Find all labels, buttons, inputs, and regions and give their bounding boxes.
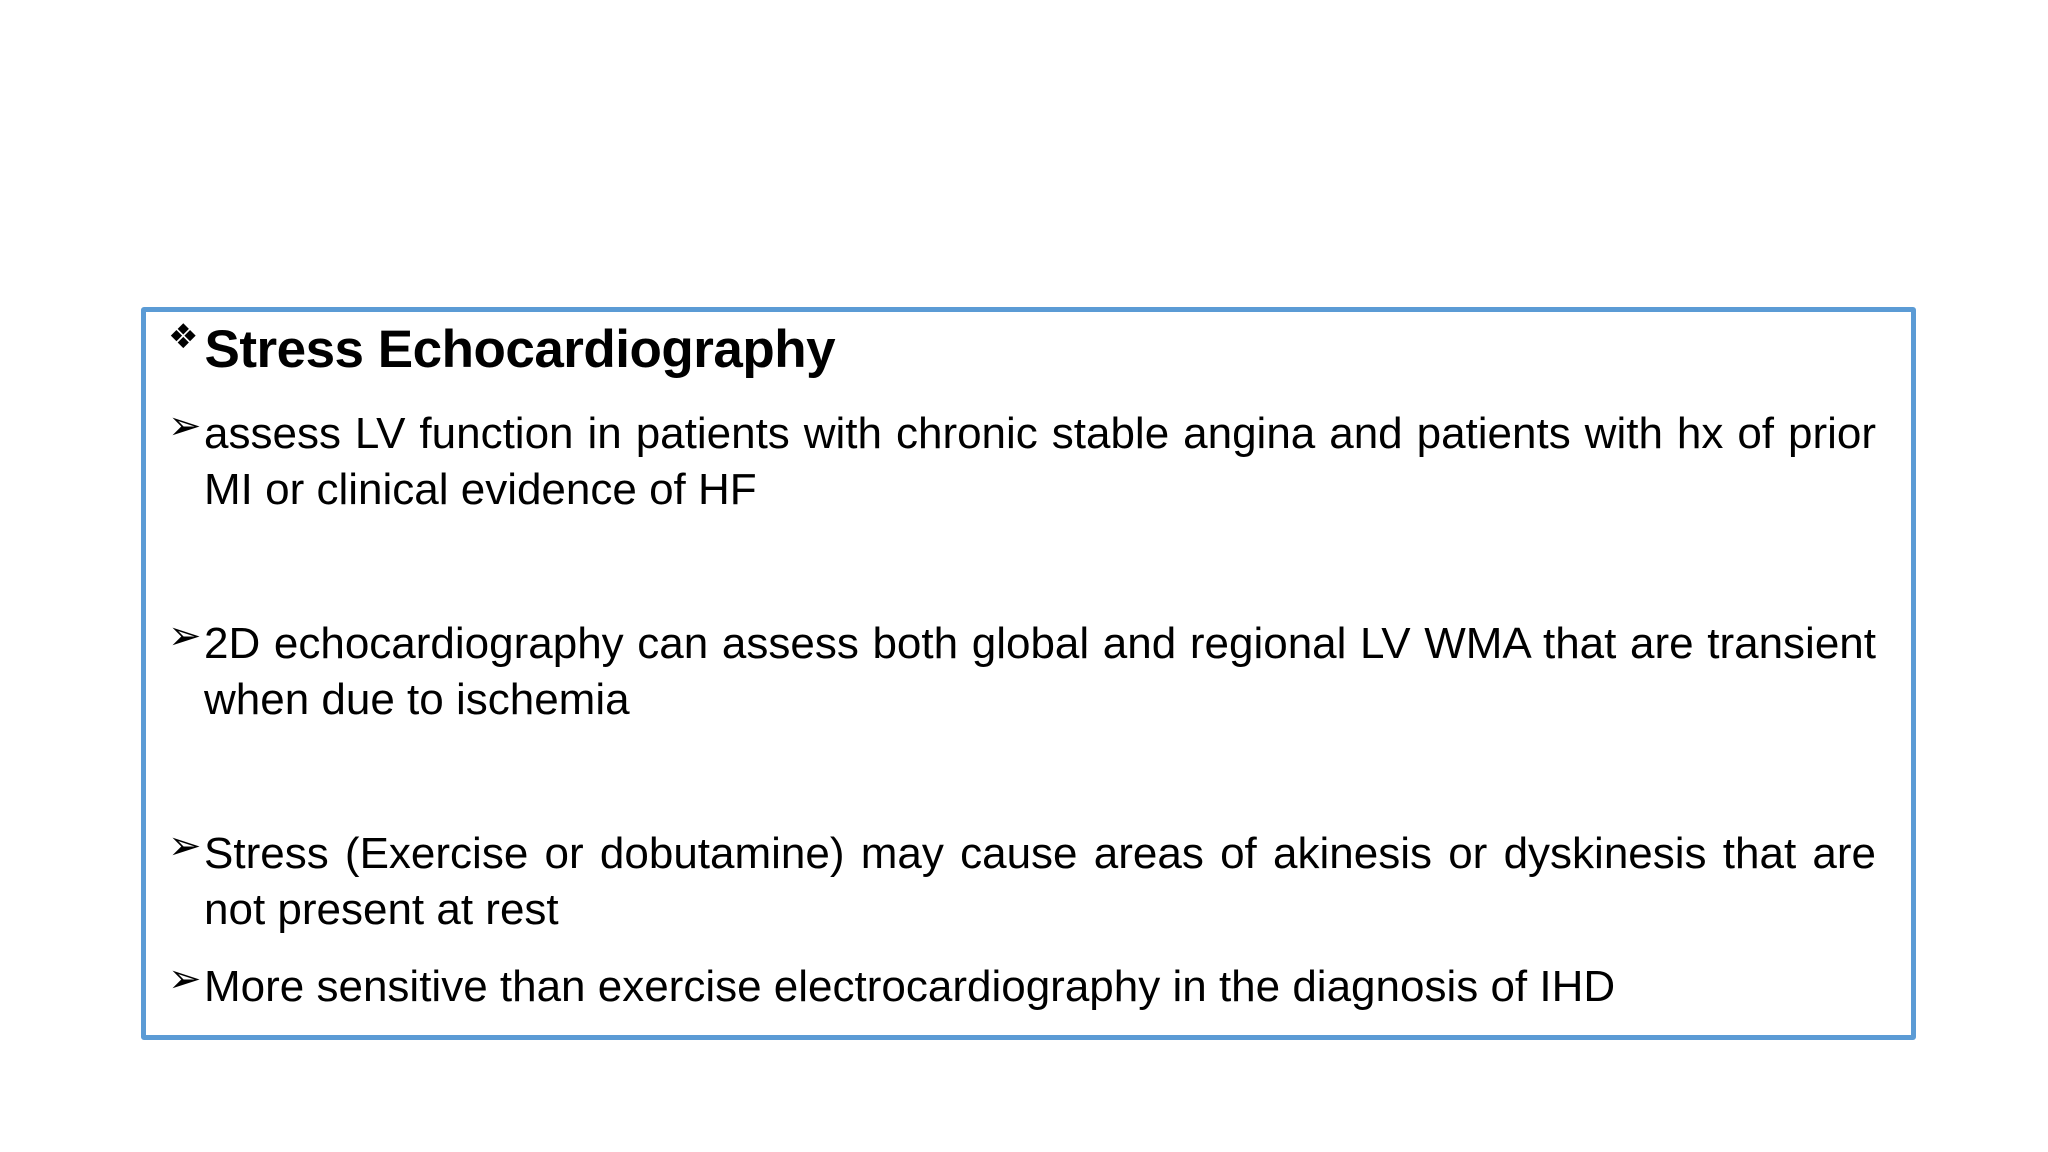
heading-row <box>168 317 836 379</box>
bullet-text: More sensitive than exercise electrocardiography in the diagnosis of IHD <box>204 962 1616 1011</box>
arrowhead-bullet-icon: ➢ <box>168 823 202 869</box>
bullet-item <box>168 403 1876 518</box>
diamond-bullet-icon: ❖ <box>168 317 199 357</box>
content-box <box>141 307 1916 1040</box>
bullet-text: assess LV function in patients with chronic stable angina and patients with hx of prior MI or clinical evidence of HF <box>204 409 1876 514</box>
bullet-item <box>168 823 1876 938</box>
arrowhead-bullet-icon: ➢ <box>168 403 202 449</box>
arrowhead-bullet-icon: ➢ <box>168 613 202 659</box>
bullet-item <box>168 613 1876 728</box>
bullet-text: 2D echocardiography can assess both global and regional LV WMA that are transient when due to ischemia <box>204 619 1876 724</box>
bullet-item <box>168 956 1876 1015</box>
slide-heading: Stress Echocardiography <box>204 320 836 379</box>
arrowhead-bullet-icon: ➢ <box>168 956 202 1002</box>
bullet-text: Stress (Exercise or dobutamine) may cause areas of akinesis or dyskinesis that are not present at rest <box>204 829 1876 934</box>
